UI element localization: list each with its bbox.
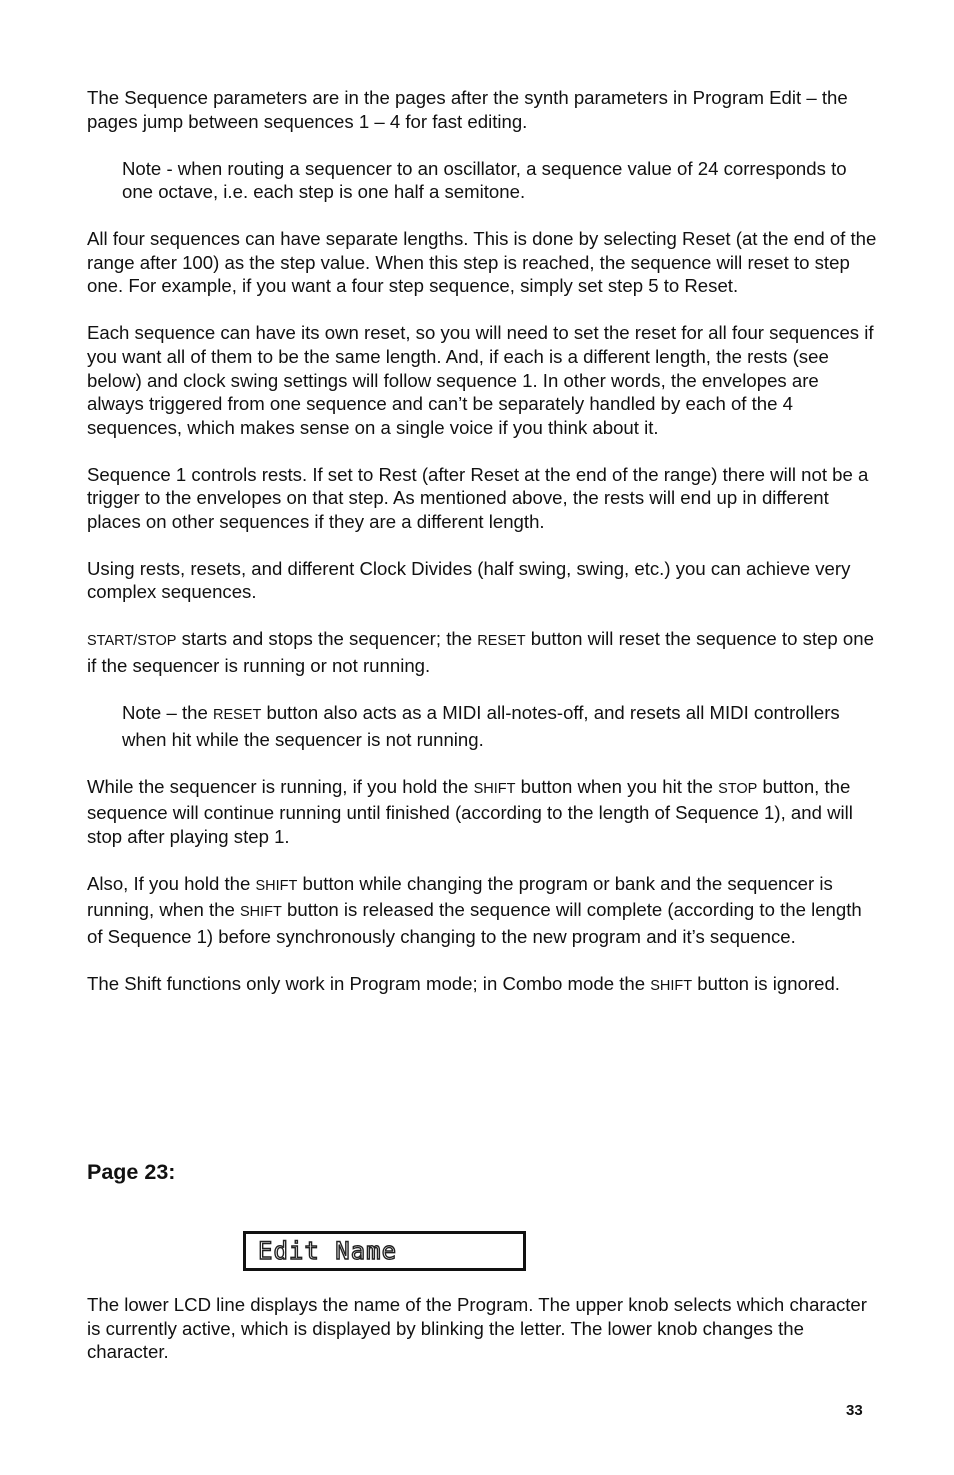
reset-term: RESET	[477, 633, 526, 650]
note-oscillator-routing: Note - when routing a sequencer to an oscillator, a sequence value of 24 corresponds to one octave, i.e. each step is one half a semitone.	[122, 157, 847, 203]
start-stop-term: START/STOP	[87, 633, 177, 650]
lcd-text: Edit Name	[258, 1237, 398, 1265]
shift-term: SHIFT	[240, 904, 282, 921]
paragraph-start-stop: START/STOP starts and stops the sequencer; the RESET button will reset the sequence to step one if the sequencer is running or not running.	[87, 628, 874, 677]
paragraph-lcd-description: The lower LCD line displays the name of the Program. The upper knob selects which character is currently active, which is displayed by blinking the letter. The lower knob changes the character.	[87, 1294, 867, 1363]
paragraph-sequence-lengths: All four sequences can have separate lengths. This is done by selecting Reset (at the end of the range after 100) as the step value. When this step is reached, the sequence will reset to step one. For example, if you want a four step sequence, simply set step 5 to Reset.	[87, 228, 877, 297]
paragraph-rests: Sequence 1 controls rests. If set to Rest (after Reset at the end of the range) there will not be a trigger to the envelopes on that step. As mentioned above, the rests will end up in different places on other sequences if they are a different length.	[87, 463, 869, 532]
paragraph-sequence-parameters: The Sequence parameters are in the pages after the synth parameters in Program Edit – the pages jump between sequences 1 – 4 for fast editing.	[87, 87, 848, 132]
lcd-display	[243, 1231, 526, 1271]
paragraph-shift-stop: While the sequencer is running, if you hold the SHIFT button when you hit the STOP button, the sequence will continue running until finished (according to the length of Sequence 1), and will stop after playing step 1.	[87, 775, 853, 847]
shift-term: SHIFT	[650, 977, 693, 994]
section-heading: Page 23:	[87, 1160, 176, 1184]
paragraph-shift-program-change: Also, If you hold the SHIFT button while changing the program or bank and the sequencer is running, when the SHIFT button is released the sequence will complete (according to the length of Sequence 1) before synchronously changing to the new program and it’s sequence.	[87, 872, 862, 947]
paragraph-sequence-reset: Each sequence can have its own reset, so you will need to set the reset for all four sequences if you want all of them to be the same length. And, if each is a different length, the rests (see below) and clock swing settings will follow sequence 1. In other words, the envelopes are always triggered from one sequence and can’t be separately handled by each of the 4 sequences, which makes sense on a single voice if you think about it.	[87, 322, 874, 438]
reset-term: RESET	[212, 707, 262, 724]
page-number: 33	[846, 1402, 863, 1419]
shift-term: SHIFT	[473, 780, 516, 797]
paragraph-complex-sequences: Using rests, resets, and different Clock Divides (half swing, swing, etc.) you can achieve very complex sequences.	[87, 557, 851, 603]
note-reset-midi: Note – the RESET button also acts as a MIDI all-notes-off, and resets all MIDI controllers when hit while the sequencer is not running.	[122, 702, 840, 750]
shift-term: SHIFT	[255, 877, 298, 894]
document-body	[87, 86, 877, 1022]
stop-term: STOP	[718, 780, 758, 797]
paragraph-shift-combo: The Shift functions only work in Program mode; in Combo mode the SHIFT button is ignored.	[87, 972, 840, 994]
